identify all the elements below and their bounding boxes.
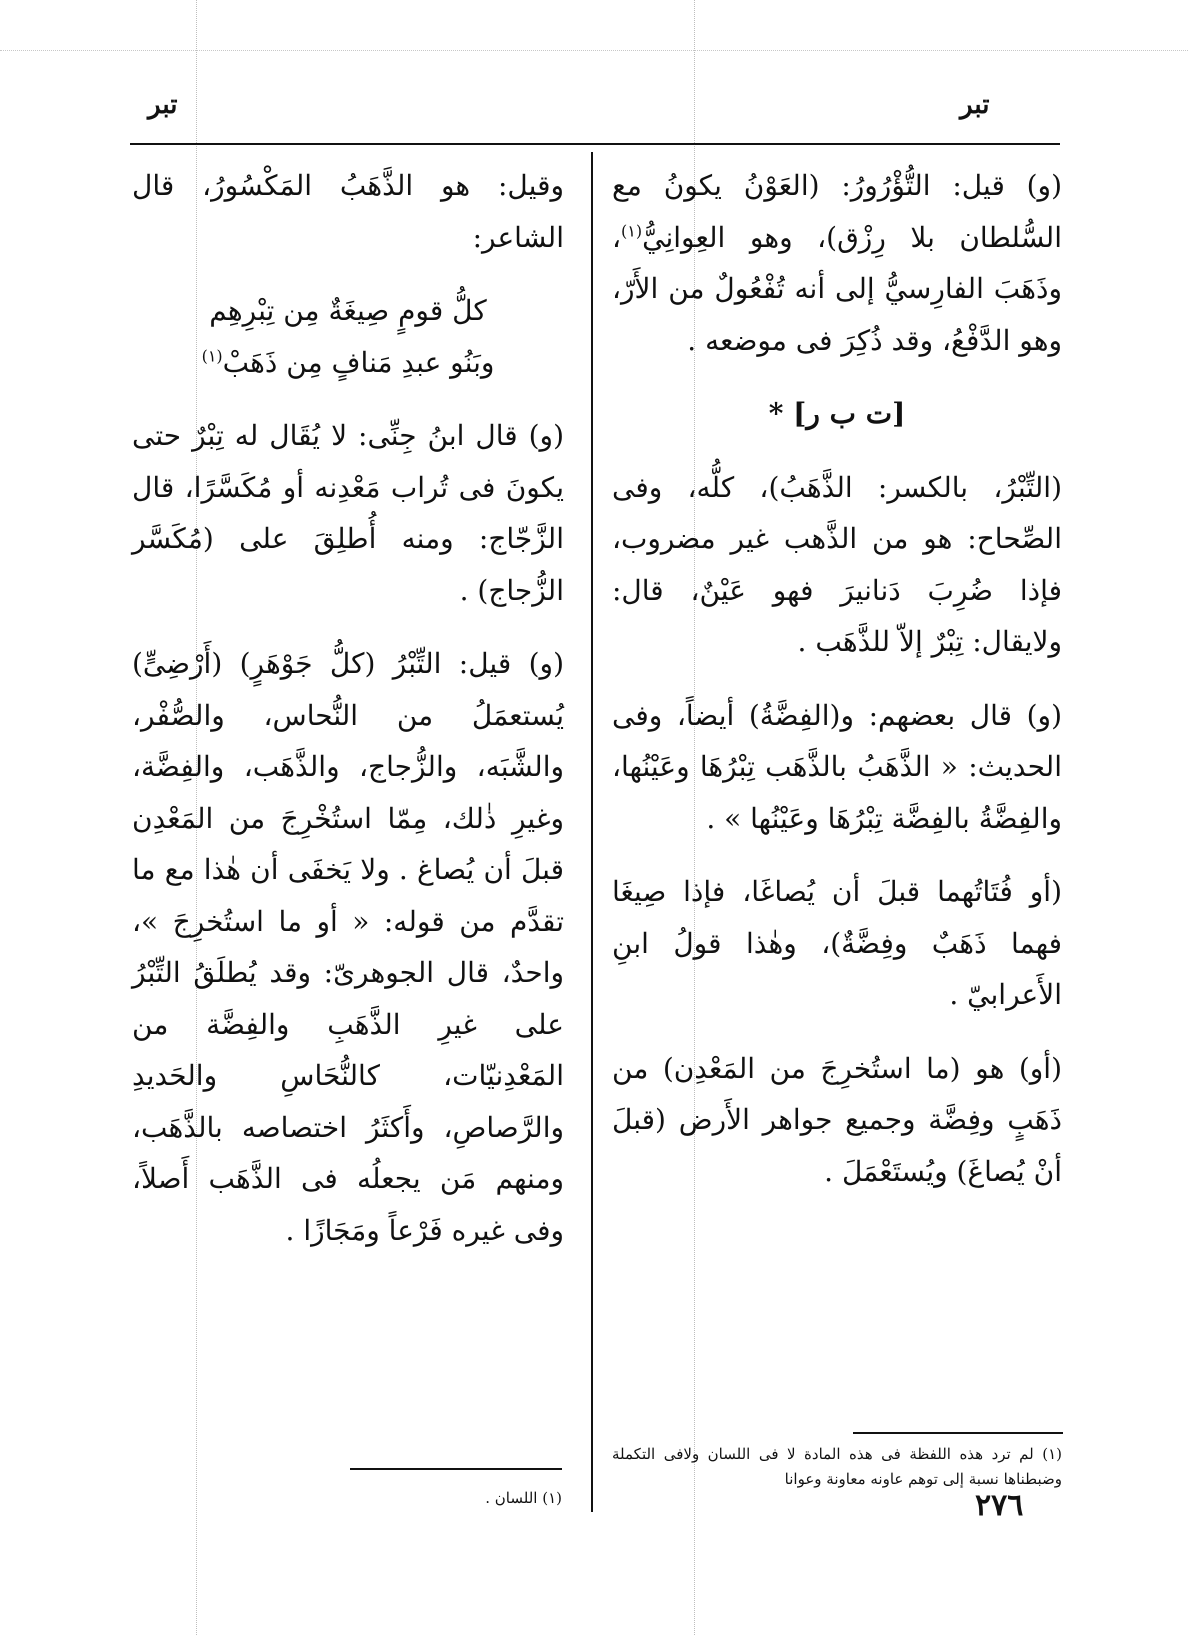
right-paragraph-2: (التِّبْرُ، بالكسر: الذَّهَبُ)، كلُّه، وفى الصِّحاح: هو من الذَّهب غير مضروب، فإذا ضُرِبَ دَنانيرَ فهو عَيْنٌ، قال: ولايقال: تِبْرٌ إلاّ للذَّهَب . (612, 470, 1062, 658)
scan-guide-line (0, 50, 1188, 51)
running-head-right: تبر (960, 90, 990, 120)
right-column (612, 160, 1062, 1219)
column-divider (591, 152, 593, 1512)
footnote-right: (١) لم ترد هذه اللفظة فى هذه المادة لا فى اللسان ولافى التكملة وضبطناها نسبة إلى توهم عاونه معاونة وعوانا (612, 1445, 1062, 1488)
left-paragraph-1: وقيل: هو الذَّهَبُ المَكْسُورُ، قال الشاعر: (132, 169, 564, 254)
right-paragraph-5: (أو) هو (ما استُخرِجَ من المَعْدِن) من ذَهَبٍ وفِضَّة وجميع جواهر الأَرض (قبلَ أنْ يُصاغَ) ويُستَعْمَلَ . (612, 1051, 1062, 1188)
left-column (132, 160, 564, 1278)
page-number: ٢٧٦ (975, 1488, 1024, 1523)
right-paragraph-3: (و) قال بعضهم: و(الفِضَّةُ) أيضاً، وفى الحديث: « الذَّهَبُ بالذَّهَب تِبْرُهَا وعَيْنُها، والفِضَّةُ بالفِضَّة تِبْرُهَا وعَيْنُها » . (612, 698, 1062, 835)
left-paragraph-3: (و) قيل: التِّبْرُ (كلُّ جَوْهَرٍ) (أَرْضِىٍّ) يُستعمَلُ من النُّحاس، والصُّفْر، والشَّبَه، والزُّجاج، والذَّهَب، والفِضَّة، وغيرِ ذٰلك، مِمّا استُخْرِجَ من المَعْدِن قبلَ أن يُصاغ . ولا يَخفَى أن هٰذا مع ما تقدَّم من قوله: « أو ما استُخرِجَ »، واحدٌ، قال الجوهرىّ: وقد يُطلَقُ التِّبْرُ على غيرِ الذَّهَبِ والفِضَّة من المَعْدِنيّات، كالنُّحَاسِ والحَديدِ والرَّصاصِ، وأَكثَرُ اختصاصه بالذَّهَب، ومنهم مَن يجعلُه فى الذَّهَب أَصلاً، وفى غيره فَرْعاً ومَجَازًا . (132, 647, 564, 1247)
header-rule (130, 143, 1060, 145)
footnote-ref: (١) (201, 346, 223, 366)
footnote-ref: (١) (621, 221, 643, 241)
right-paragraph-1: (و) قيل: التُّؤْرُورُ: (العَوْنُ يكونُ مع السُّلطان بلا رِزْق)، وهو العِوانِيُّ$^{(١)}$، وذَهَبَ الفارِسيُّ إلى أنه تُفْعُولٌ من الأَرّ، وهو الدَّفْعُ، وقد ذُكِرَ فى موضعه . (612, 169, 1062, 357)
verse-line-2: وبَنُو عبدِ مَنافٍ مِن ذَهَبْ$^{(١)}$ (201, 345, 495, 379)
footnote-rule-left (350, 1468, 562, 1470)
running-head-left: تبر (148, 90, 178, 120)
footnote-left: (١) اللسان . (485, 1489, 562, 1507)
footnote-rule-right (853, 1432, 1063, 1434)
left-paragraph-2: (و) قال ابنُ جِنِّى: لا يُقَال له تِبْرٌ حتى يكونَ فى تُراب مَعْدِنه أو مُكَسَّرًا، قال الزَّجّاج: ومنه أُطلِقَ على (مُكَسَّر الزُّجاج) . (132, 419, 564, 607)
poetry-verse (132, 285, 564, 388)
entry-heading: [ت ب ر] * (768, 397, 906, 430)
verse-line-1: كلُّ قومٍ صِيغَةٌ مِن تِبْرِهِم (209, 294, 487, 327)
right-paragraph-4: (أو فُتَاتُهما قبلَ أن يُصاغَا، فإذا صِيغَا فهما ذَهَبٌ وفِضَّةٌ)، وهٰذا قولُ ابنِ الأَعرابيّ . (612, 875, 1062, 1011)
